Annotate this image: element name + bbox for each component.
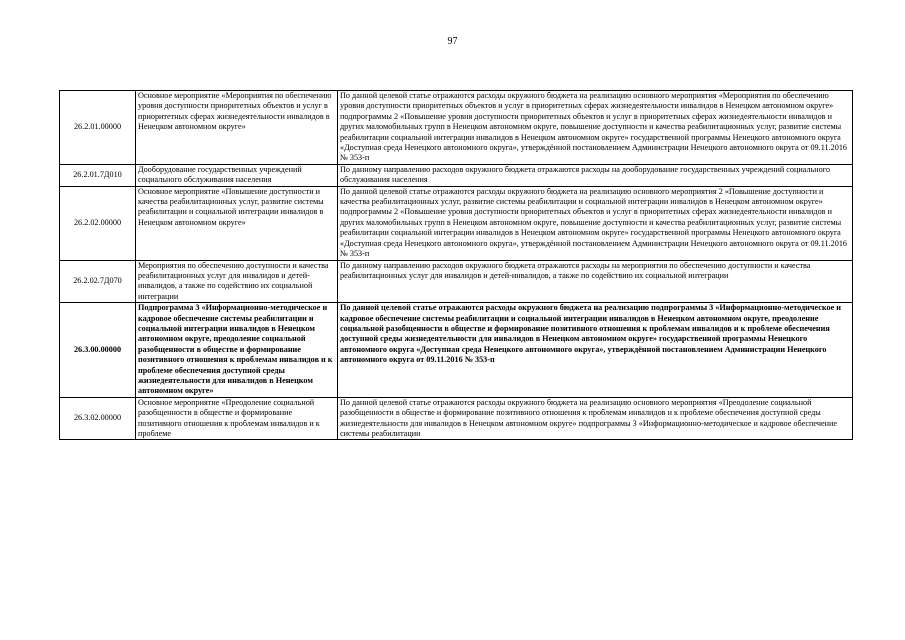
- target-article-description: По данной целевой статье отражаются расходы окружного бюджета на реализацию основного мероприятия «Преодоление социальной разобщенности в обществе и формирование позитивного отношения к проблемам инвалидов и к проблеме обеспечения доступной среды жизнедеятельности для инвалидов в Ненецком автономном округе» подпрограммы 3 «Информационно-методическое и кадровое обеспечение системы реабилитации: [338, 397, 853, 440]
- target-article-name: Основное мероприятие «Повышение доступности и качества реабилитационных услуг, развитие системы реабилитации и социальной интеграции инвалидов в Ненецком автономном округе»: [136, 186, 338, 260]
- table-row: [60, 260, 853, 303]
- target-article-description: По данной целевой статье отражаются расходы окружного бюджета на реализацию основного мероприятия 2 «Повышение доступности и качества реабилитационных услуг, развитие системы реабилитации и социальной интеграции инвалидов в Ненецком автономном округе» подпрограммы 2 «Повышение уровня доступности приоритетных объектов и услуг в приоритетных сферах жизнедеятельности инвалидов и других маломобильных групп в Ненецком автономном округе, повышение доступности и качества реабилитационных услуг, развитие системы реабилитации социальной интеграции инвалидов в Ненецком автономном округе» государственной программы Ненецкого автономного округа «Доступная среда Ненецкого автономного округа», утверждённой постановлением Администрации Ненецкого автономного округа от 09.11.2016 № 353-п: [338, 186, 853, 260]
- target-article-name: Мероприятия по обеспечению доступности и качества реабилитационных услуг для инвалидов и детей-инвалидов, а также по содействию их социальной интеграции: [136, 260, 338, 303]
- target-article-description: По данному направлению расходов окружного бюджета отражаются расходы на мероприятия по обеспечению доступности и качества реабилитационных услуг для инвалидов и детей-инвалидов, а также по содействию их социальной интеграции: [338, 260, 853, 303]
- target-article-code: 26.3.02.00000: [60, 397, 136, 440]
- target-article-name: Основное мероприятие «Мероприятия по обеспечению уровня доступности приоритетных объектов и услуг в приоритетных сферах жизнедеятельности инвалидов в Ненецком автономном округе»: [136, 91, 338, 165]
- target-article-code: 26.2.02.00000: [60, 186, 136, 260]
- page-number: 97: [447, 36, 458, 47]
- target-article-name: Подпрограмма 3 «Информационно-методическое и кадровое обеспечение системы реабилитации и социальной интеграции инвалидов в Ненецком автономном округе, преодоление социальной разобщенности в обществе и формирование позитивного отношения к проблемам инвалидов и к проблеме обеспечения доступной среды жизнедеятельности для инвалидов в Ненецком автономном округе»: [136, 303, 338, 398]
- table-row: [60, 91, 853, 165]
- target-article-code: 26.2.02.7Д070: [60, 260, 136, 303]
- table-row: [60, 303, 853, 398]
- target-article-description: По данному направлению расходов окружного бюджета отражаются расходы на дооборудование государственных учреждений социального обслуживания населения: [338, 164, 853, 186]
- target-article-code: 26.2.01.7Д010: [60, 164, 136, 186]
- budget-classification-table: [59, 90, 853, 440]
- table-row: [60, 397, 853, 440]
- table-row: [60, 186, 853, 260]
- target-article-description: По данной целевой статье отражаются расходы окружного бюджета на реализацию подпрограммы 3 «Информационно-методическое и кадровое обеспечение системы реабилитации и социальной интеграции инвалидов в Ненецком автономном округе, преодоление социальной разобщенности в обществе и формирование позитивного отношения к проблемам инвалидов и к проблеме обеспечения доступной среды жизнедеятельности для инвалидов в Ненецком автономном округе» государственной программы Ненецкого автономного округа «Доступная среда Ненецкого автономного округа», утверждённой постановлением Администрации Ненецкого автономного округа от 09.11.2016 № 353-п: [338, 303, 853, 398]
- target-article-code: 26.2.01.00000: [60, 91, 136, 165]
- target-article-name: Основное мероприятие «Преодоление социальной разобщенности в обществе и формирование позитивного отношения к проблемам инвалидов и к проблеме: [136, 397, 338, 440]
- target-article-code: 26.3.00.00000: [60, 303, 136, 398]
- table-row: [60, 164, 853, 186]
- target-article-name: Дооборудование государственных учреждений социального обслуживания населения: [136, 164, 338, 186]
- target-article-description: По данной целевой статье отражаются расходы окружного бюджета на реализацию основного мероприятия «Мероприятия по обеспечению уровня доступности приоритетных объектов и услуг в приоритетных сферах жизнедеятельности инвалидов в Ненецком автономном округе» подпрограммы 2 «Повышение уровня доступности приоритетных объектов и услуг в приоритетных сферах жизнедеятельности инвалидов и других маломобильных групп в Ненецком автономном округе, повышение доступности и качества реабилитационных услуг, развитие системы реабилитации социальной интеграции инвалидов в Ненецком автономном округе» государственной программы Ненецкого автономного округа «Доступная среда Ненецкого автономного округа», утверждённой постановлением Администрации Ненецкого автономного округа от 09.11.2016 № 353-п: [338, 91, 853, 165]
